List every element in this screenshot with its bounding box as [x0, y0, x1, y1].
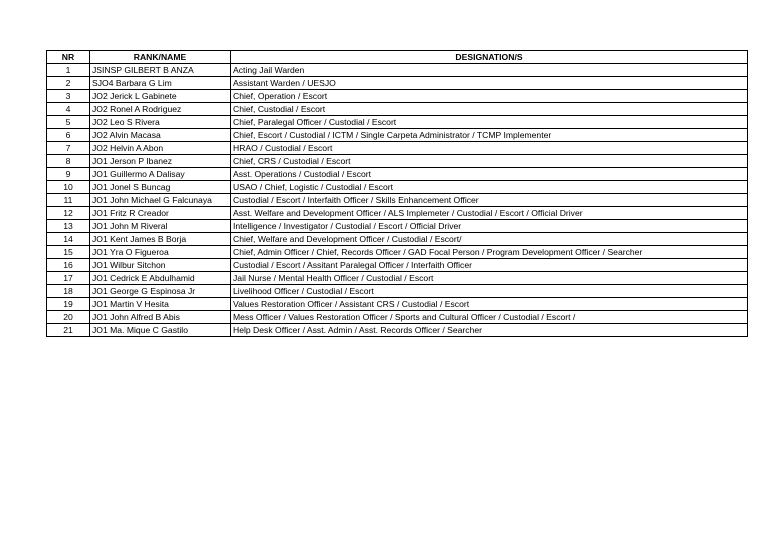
- cell-designation: Asst. Operations / Custodial / Escort: [231, 168, 748, 181]
- cell-rank-name: JO1 Wilbur Sitchon: [90, 259, 231, 272]
- table-row: [47, 64, 748, 77]
- cell-rank-name: JO1 John Alfred B Abis: [90, 311, 231, 324]
- cell-nr: 8: [47, 155, 90, 168]
- table-row: [47, 298, 748, 311]
- table-row: [47, 272, 748, 285]
- cell-rank-name: JO1 John Michael G Falcunaya: [90, 194, 231, 207]
- table-row: [47, 259, 748, 272]
- cell-nr: 1: [47, 64, 90, 77]
- table-row: [47, 142, 748, 155]
- cell-rank-name: JO2 Leo S Rivera: [90, 116, 231, 129]
- table-row: [47, 77, 748, 90]
- cell-designation: Help Desk Officer / Asst. Admin / Asst. Records Officer / Searcher: [231, 324, 748, 337]
- table-row: [47, 155, 748, 168]
- table-row: [47, 207, 748, 220]
- cell-rank-name: JO1 Jerson P Ibanez: [90, 155, 231, 168]
- cell-rank-name: JO1 George G Espinosa Jr: [90, 285, 231, 298]
- cell-rank-name: SJO4 Barbara G Lim: [90, 77, 231, 90]
- cell-designation: Chief, Operation / Escort: [231, 90, 748, 103]
- cell-nr: 3: [47, 90, 90, 103]
- cell-rank-name: JO1 Martin V Hesita: [90, 298, 231, 311]
- table-row: [47, 181, 748, 194]
- table-row: [47, 129, 748, 142]
- cell-designation: Acting Jail Warden: [231, 64, 748, 77]
- table-row: [47, 194, 748, 207]
- table-row: [47, 324, 748, 337]
- cell-designation: Assistant Warden / UESJO: [231, 77, 748, 90]
- cell-designation: Livelihood Officer / Custodial / Escort: [231, 285, 748, 298]
- cell-nr: 17: [47, 272, 90, 285]
- cell-nr: 6: [47, 129, 90, 142]
- cell-designation: Custodial / Escort / Interfaith Officer / Skills Enhancement Officer: [231, 194, 748, 207]
- table-body: [47, 64, 748, 337]
- cell-designation: Custodial / Escort / Assitant Paralegal Officer / Interfaith Officer: [231, 259, 748, 272]
- cell-nr: 13: [47, 220, 90, 233]
- cell-rank-name: JO1 Guillermo A Dalisay: [90, 168, 231, 181]
- cell-rank-name: JO2 Ronel A Rodriguez: [90, 103, 231, 116]
- cell-designation: Jail Nurse / Mental Health Officer / Custodial / Escort: [231, 272, 748, 285]
- document-sheet: [46, 50, 747, 337]
- cell-rank-name: JO2 Jerick L Gabinete: [90, 90, 231, 103]
- table-row: [47, 246, 748, 259]
- cell-designation: Chief, CRS / Custodial / Escort: [231, 155, 748, 168]
- personnel-table: [46, 50, 748, 337]
- cell-nr: 15: [47, 246, 90, 259]
- cell-rank-name: JO1 Jonel S Buncag: [90, 181, 231, 194]
- header-nr: NR: [47, 51, 90, 64]
- cell-nr: 14: [47, 233, 90, 246]
- cell-nr: 16: [47, 259, 90, 272]
- table-row: [47, 90, 748, 103]
- header-row: [47, 51, 748, 64]
- header-designations: DESIGNATION/S: [231, 51, 748, 64]
- cell-nr: 11: [47, 194, 90, 207]
- table-row: [47, 103, 748, 116]
- cell-rank-name: JO2 Helvin A Abon: [90, 142, 231, 155]
- cell-nr: 20: [47, 311, 90, 324]
- cell-nr: 4: [47, 103, 90, 116]
- cell-designation: Chief, Admin Officer / Chief, Records Officer / GAD Focal Person / Program Development Officer / Searcher: [231, 246, 748, 259]
- cell-rank-name: JO1 Ma. Mique C Gastilo: [90, 324, 231, 337]
- cell-rank-name: JO1 Kent James B Borja: [90, 233, 231, 246]
- cell-designation: Mess Officer / Values Restoration Officer / Sports and Cultural Officer / Custodial / Escort /: [231, 311, 748, 324]
- cell-designation: HRAO / Custodial / Escort: [231, 142, 748, 155]
- cell-nr: 5: [47, 116, 90, 129]
- table-row: [47, 220, 748, 233]
- cell-nr: 21: [47, 324, 90, 337]
- table-row: [47, 168, 748, 181]
- cell-nr: 7: [47, 142, 90, 155]
- cell-rank-name: JO1 Yra O Figueroa: [90, 246, 231, 259]
- cell-nr: 9: [47, 168, 90, 181]
- cell-designation: Chief, Paralegal Officer / Custodial / Escort: [231, 116, 748, 129]
- cell-nr: 2: [47, 77, 90, 90]
- cell-rank-name: JO2 Alvin Macasa: [90, 129, 231, 142]
- cell-designation: Values Restoration Officer / Assistant CRS / Custodial / Escort: [231, 298, 748, 311]
- cell-designation: Asst. Welfare and Development Officer / ALS Implemeter / Custodial / Escort / Official Driver: [231, 207, 748, 220]
- cell-nr: 18: [47, 285, 90, 298]
- cell-rank-name: JSINSP GILBERT B ANZA: [90, 64, 231, 77]
- table-row: [47, 233, 748, 246]
- cell-nr: 19: [47, 298, 90, 311]
- table-header: [47, 51, 748, 64]
- cell-designation: Intelligence / Investigator / Custodial / Escort / Official Driver: [231, 220, 748, 233]
- cell-designation: Chief, Escort / Custodial / ICTM / Single Carpeta Administrator / TCMP Implementer: [231, 129, 748, 142]
- cell-nr: 12: [47, 207, 90, 220]
- cell-designation: USAO / Chief, Logistic / Custodial / Escort: [231, 181, 748, 194]
- header-rank-name: RANK/NAME: [90, 51, 231, 64]
- cell-rank-name: JO1 Fritz R Creador: [90, 207, 231, 220]
- cell-designation: Chief, Custodial / Escort: [231, 103, 748, 116]
- cell-designation: Chief, Welfare and Development Officer / Custodial / Escort/: [231, 233, 748, 246]
- table-row: [47, 285, 748, 298]
- cell-nr: 10: [47, 181, 90, 194]
- cell-rank-name: JO1 John M Riveral: [90, 220, 231, 233]
- table-row: [47, 311, 748, 324]
- table-row: [47, 116, 748, 129]
- cell-rank-name: JO1 Cedrick E Abdulhamid: [90, 272, 231, 285]
